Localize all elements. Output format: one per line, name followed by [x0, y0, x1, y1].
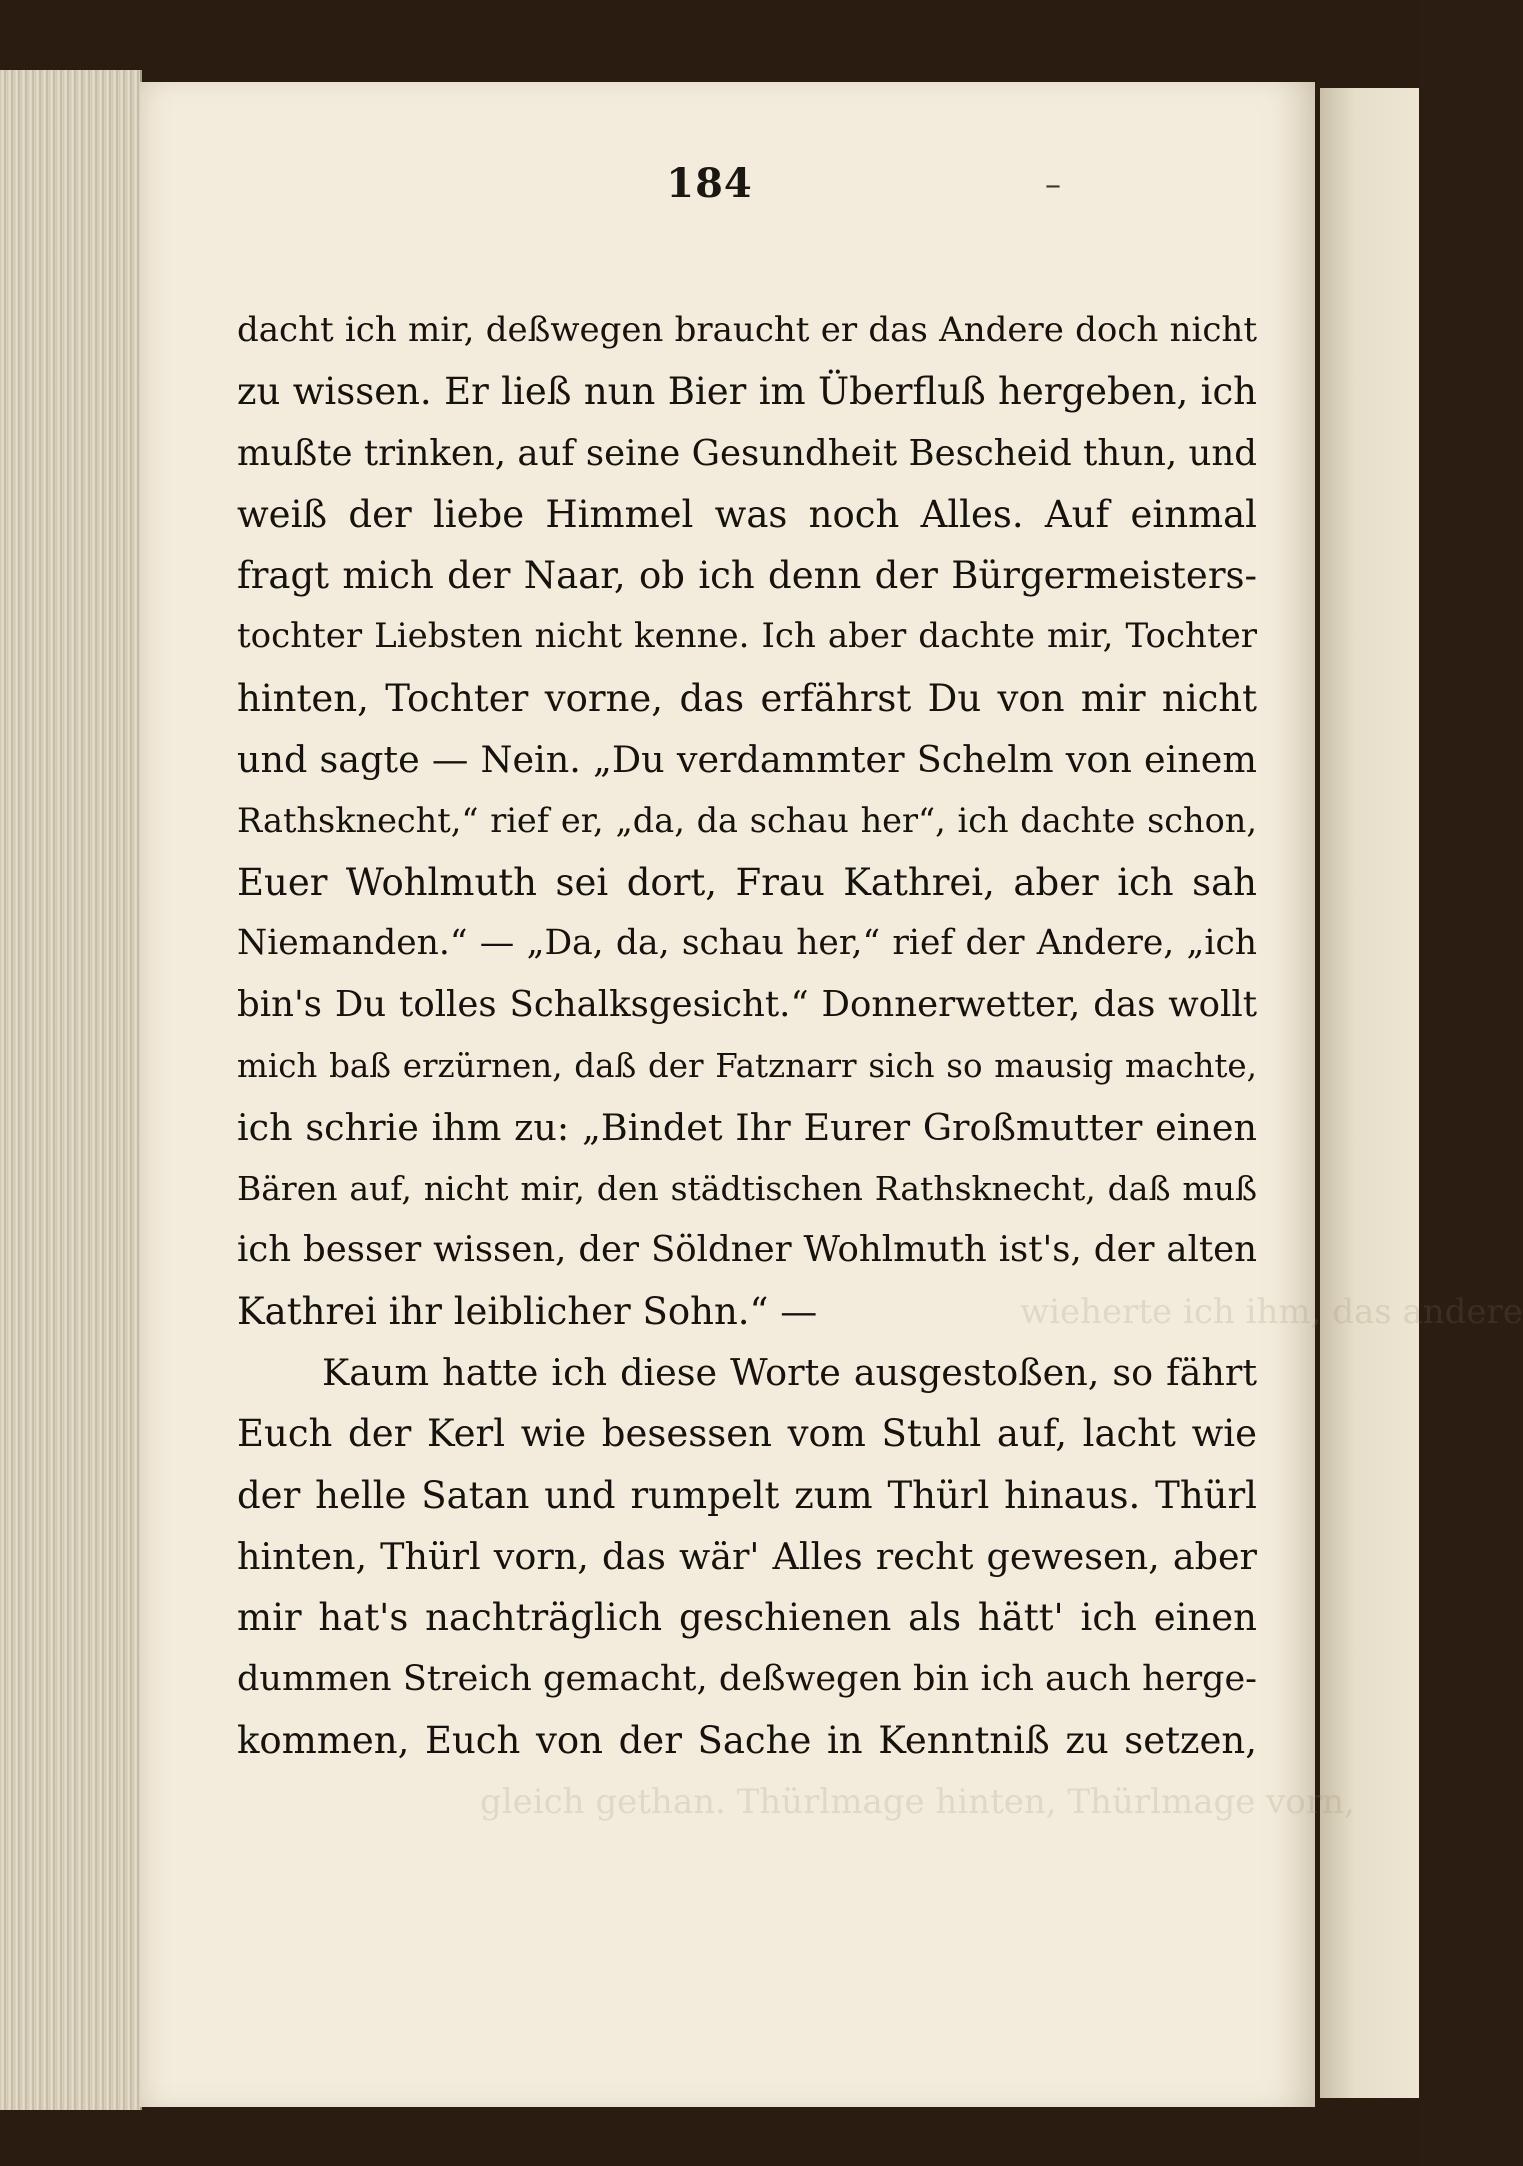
text-line: ich schrie ihm zu: „Bindet Ihr Eurer Großmutter einen	[237, 1105, 1257, 1149]
text-line: kommen, Euch von der Sache in Kenntniß zu setzen,	[237, 1718, 1257, 1762]
text-line: Rathsknecht,“ rief er, „da, da schau her“, ich dachte schon,	[237, 801, 1257, 841]
text-line: Euer Wohlmuth sei dort, Frau Kathrei, aber ich sah	[237, 860, 1257, 904]
page-dash-mark: –	[1045, 165, 1061, 203]
text-line: Euch der Kerl wie besessen vom Stuhl auf, lacht wie	[237, 1412, 1257, 1456]
text-line: dacht ich mir, deßwegen braucht er das Andere doch nicht	[237, 310, 1257, 350]
text-line: fragt mich der Naar, ob ich denn der Bürgermeisters-	[237, 554, 1257, 598]
text-line: ich besser wissen, der Söldner Wohlmuth ist's, der alten	[237, 1229, 1257, 1271]
text-line: Kathrei ihr leiblicher Sohn.“ —	[237, 1289, 818, 1333]
text-line: Bären auf, nicht mir, den städtischen Rathsknecht, daß muß	[237, 1169, 1257, 1209]
bleed-through-text: gleich gethan. Thürlmage hinten, Thürlmage vorn,	[480, 1782, 1355, 1822]
text-line: weiß der liebe Himmel was noch Alles. Auf einmal	[237, 492, 1257, 536]
page-block-edge	[0, 70, 142, 2110]
text-line: tochter Liebsten nicht kenne. Ich aber dachte mir, Tochter	[237, 616, 1257, 657]
paragraph-first-line: Kaum hatte ich diese Worte ausgestoßen, so fährt	[322, 1351, 1257, 1395]
text-line: dummen Streich gemacht, deßwegen bin ich auch herge-	[237, 1658, 1257, 1699]
bleed-through-text: wieherte ich ihm, das andere	[1020, 1292, 1523, 1332]
text-line: mich baß erzürnen, daß der Fatznarr sich so mausig machte,	[237, 1046, 1257, 1085]
text-line: der helle Satan und rumpelt zum Thürl hinaus. Thürl	[237, 1473, 1257, 1517]
text-line: Niemanden.“ — „Da, da, schau her,“ rief der Andere, „ich	[237, 922, 1257, 963]
body-text	[237, 300, 1257, 1771]
text-line: und sagte — Nein. „Du verdammter Schelm von einem	[237, 738, 1257, 782]
text-line: zu wissen. Er ließ nun Bier im Überfluß hergeben, ich	[237, 370, 1257, 414]
text-line: hinten, Thürl vorn, das wär' Alles recht gewesen, aber	[237, 1534, 1257, 1578]
text-line: bin's Du tolles Schalksgesicht.“ Donnerwetter, das wollt	[237, 984, 1257, 1026]
text-line: mußte trinken, auf seine Gesundheit Bescheid thun, und	[237, 432, 1257, 474]
page-number: 184	[666, 160, 753, 207]
text-line: mir hat's nachträglich geschienen als hätt' ich einen	[237, 1596, 1257, 1640]
text-line: hinten, Tochter vorne, das erfährst Du von mir nicht	[237, 676, 1257, 720]
